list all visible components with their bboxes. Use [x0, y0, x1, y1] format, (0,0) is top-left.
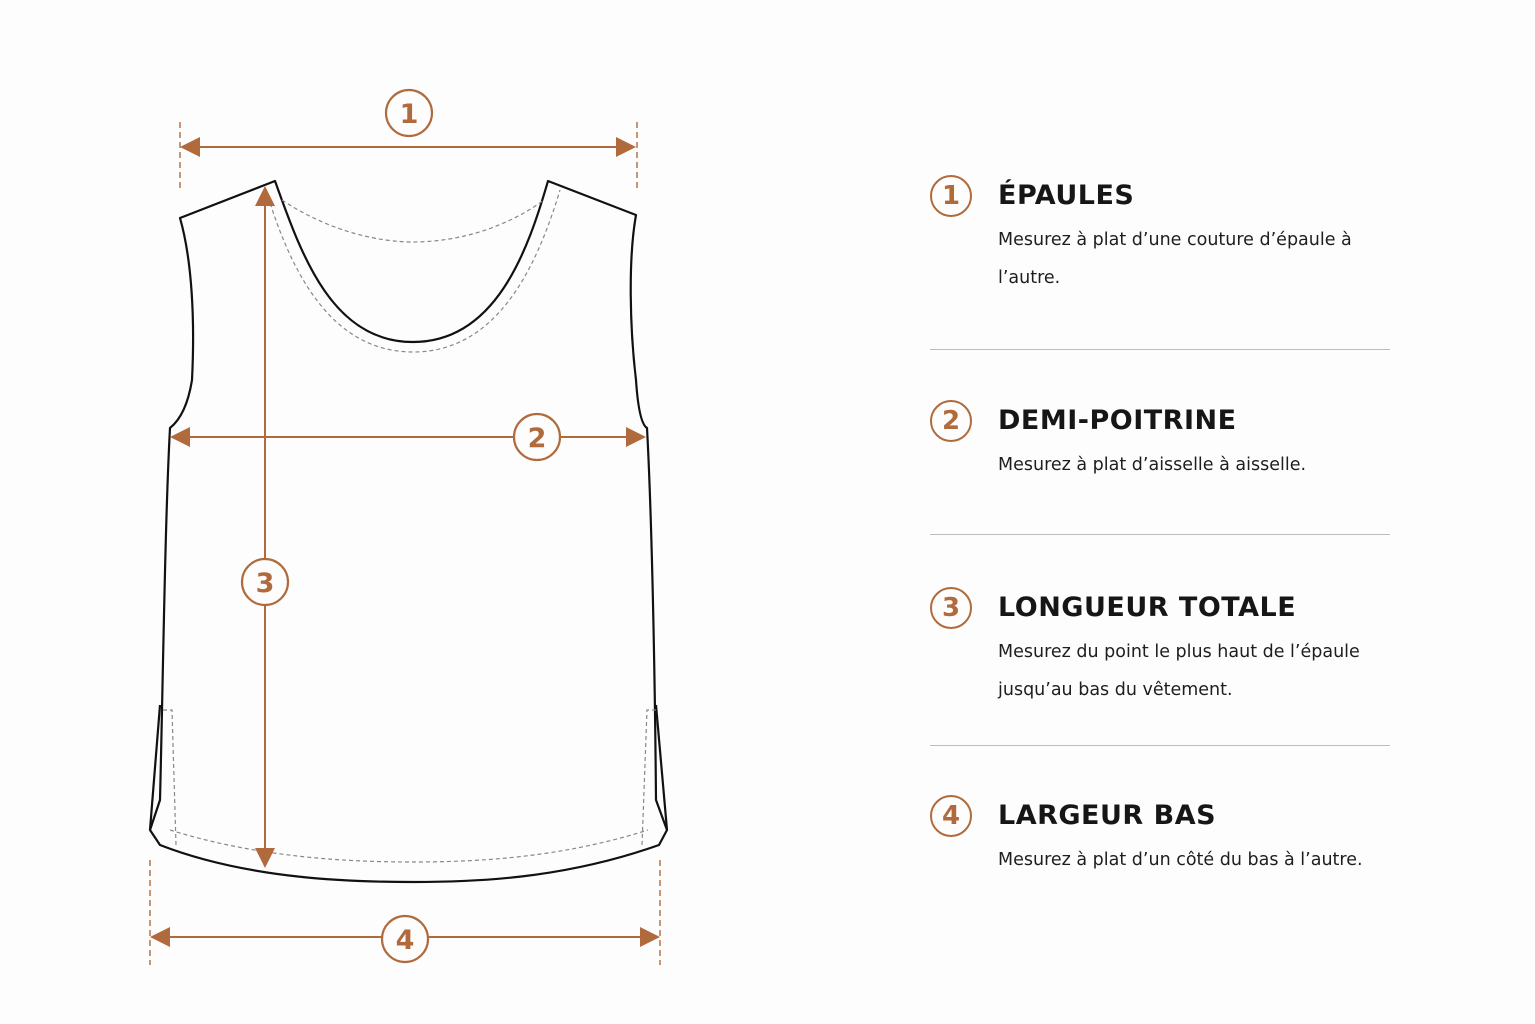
tank-top-body: [150, 181, 667, 882]
legend-entry-half-chest: [930, 400, 1400, 500]
marker-1: [386, 90, 432, 136]
legend-separator: [930, 349, 1390, 350]
stitching: [163, 190, 656, 862]
marker-3-number: 3: [255, 568, 275, 599]
legend-title-half-chest: DEMI-POITRINE: [998, 405, 1237, 436]
neckline-stitch-outer: [266, 190, 560, 352]
legend-badge-1: 1: [930, 175, 972, 217]
legend-separator: [930, 745, 1390, 746]
marker-2-number: 2: [527, 423, 547, 454]
neckline-stitch-inner: [282, 200, 544, 242]
legend-entry-bottom-width: [930, 795, 1400, 925]
right-slit-stitch: [642, 710, 656, 845]
left-side-slit: [150, 705, 160, 830]
legend-separator: [930, 534, 1390, 535]
legend-title-total-length: LONGUEUR TOTALE: [998, 592, 1297, 623]
legend-desc-shoulders: Mesurez à plat d’une couture d’épaule à l’autre.: [998, 230, 1352, 288]
marker-4-number: 4: [395, 925, 415, 956]
legend-desc-total-length: Mesurez du point le plus haut de l’épaule jusqu’au bas du vêtement.: [998, 642, 1360, 700]
left-slit-stitch: [163, 710, 176, 845]
legend-desc-bottom-width: Mesurez à plat d’un côté du bas à l’autre.: [998, 850, 1363, 870]
legend-entry-shoulders: [930, 175, 1400, 305]
marker-4: [382, 916, 428, 962]
legend-desc-half-chest: Mesurez à plat d’aisselle à aisselle.: [998, 455, 1307, 475]
right-side-slit: [656, 705, 667, 830]
marker-3: [242, 559, 288, 605]
measurement-arrows: [152, 147, 658, 937]
legend-badge-4: 4: [930, 795, 972, 837]
garment-outline: [150, 181, 667, 882]
legend-badge-3: 3: [930, 587, 972, 629]
marker-1-number: 1: [399, 99, 419, 130]
legend-badge-2: 2: [930, 400, 972, 442]
tank-top-diagram: [0, 0, 760, 1024]
legend-title-bottom-width: LARGEUR BAS: [998, 800, 1217, 831]
legend-entry-total-length: [930, 587, 1400, 717]
legend-title-shoulders: ÉPAULES: [998, 180, 1135, 211]
guide-lines: [150, 122, 660, 965]
hem-stitch: [170, 830, 648, 862]
marker-2: [514, 414, 560, 460]
